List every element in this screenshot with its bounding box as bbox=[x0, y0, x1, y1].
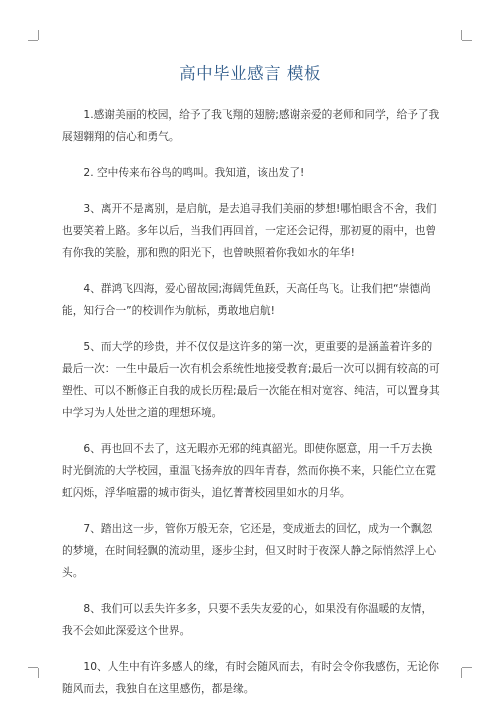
paragraph: 10、人生中有许多感人的缘，有时会随风而去，有时会令你我感伤，无论你随风而去，我独自在这里感伤，都是缘。 bbox=[62, 660, 439, 695]
document-title: 高中毕业感言 模板 bbox=[179, 64, 321, 83]
crop-mark-bottom-left bbox=[28, 667, 38, 668]
paragraph: 3、离开不是离别，是启航，是去追寻我们美丽的梦想!哪怕眼含不舍，我们也要笑着上路。多年以后，当我们再回首，一定还会记得，那初夏的雨中，也曾有你我的笑脸，那和煦的阳光下，也曾映照着你我如水的年华! bbox=[62, 202, 437, 259]
paragraph: 1.感谢美丽的校园，给予了我飞翔的翅膀;感谢亲爱的老师和同学，给予了我展翅翱翔的信心和勇气。 bbox=[62, 108, 440, 143]
crop-mark-top-left bbox=[28, 40, 38, 41]
paragraph: 6、再也回不去了，这无暇亦无邪的纯真韶光。即使你愿意，用一千万去换时光倒流的大学校园，重温飞扬奔放的四年青春，然而你换不来，只能伫立在霓虹闪烁，浮华喧嚣的城市街头，追忆菁菁校园里如水的月华。 bbox=[62, 442, 437, 499]
paragraph: 4、群鸿飞四海，爱心留故园;海阔凭鱼跃，天高任鸟飞。让我们把“崇德尚能，知行合一”的校训作为航标，勇敢地启航! bbox=[62, 282, 431, 317]
paragraph: 2. 空中传来布谷鸟的鸣叫。我知道，该出发了! bbox=[83, 166, 305, 179]
crop-mark-top-left bbox=[38, 30, 39, 40]
crop-mark-bottom-right bbox=[462, 667, 472, 668]
crop-mark-top-right bbox=[461, 30, 462, 40]
crop-mark-bottom-right bbox=[461, 668, 462, 678]
crop-mark-bottom-left bbox=[38, 668, 39, 678]
paragraph: 5、而大学的珍贵，并不仅仅是这许多的第一次，更重要的是涵盖着许多的最后一次：一生中最后一次有机会系统性地接受教育;最后一次可以拥有较高的可塑性、可以不断修正自我的成长历程;最后一次能在相对宽容、纯洁，可以置身其中学习为人处世之道的理想环境。 bbox=[62, 340, 440, 419]
paragraph: 7、踏出这一步，管你万般无奈，它还是，变成逝去的回忆，成为一个飘忽的梦境，在时间轻飘的流动里，逐步尘封，但又时时于夜深人静之际悄然浮上心头。 bbox=[62, 522, 437, 579]
paragraph: 8、我们可以丢失许多多，只要不丢失友爱的心，如果没有你温暖的友情，我不会如此深爱这个世界。 bbox=[62, 602, 433, 637]
document-body bbox=[62, 104, 442, 714]
crop-mark-top-right bbox=[462, 40, 472, 41]
